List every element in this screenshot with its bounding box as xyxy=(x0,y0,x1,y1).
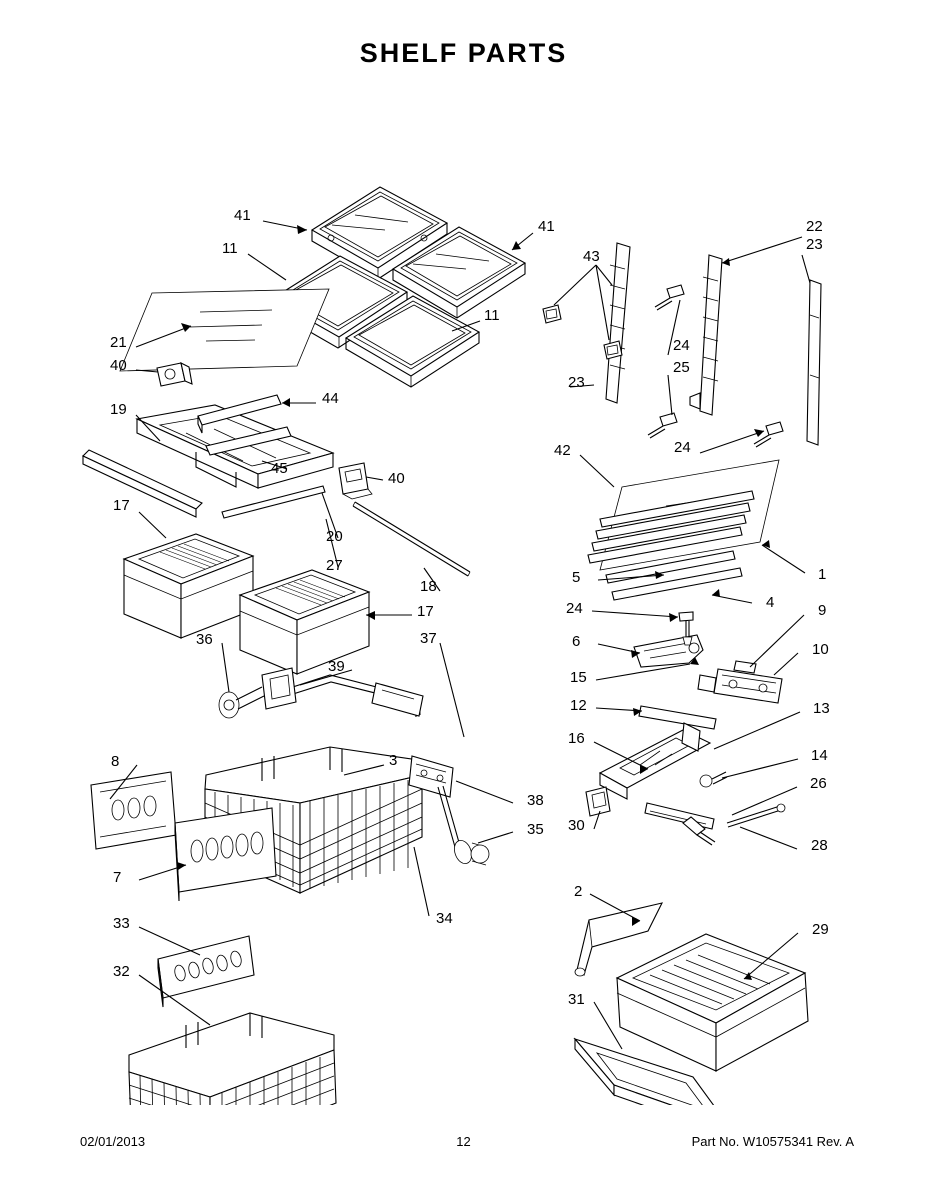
basket-handle-8 xyxy=(91,772,176,849)
footer-page-number: 12 xyxy=(456,1134,471,1149)
shelf-stop-40a xyxy=(157,363,192,386)
callout-17a: 17 xyxy=(113,497,130,514)
callout-36: 36 xyxy=(196,631,213,648)
roller-35 xyxy=(438,786,489,866)
callout-8: 8 xyxy=(111,753,120,770)
rod-18 xyxy=(353,502,470,576)
callout-24a: 24 xyxy=(673,337,690,354)
callout-2: 2 xyxy=(574,883,583,900)
callout-13: 13 xyxy=(813,700,830,717)
callout-28: 28 xyxy=(811,837,828,854)
rod-26 xyxy=(727,804,785,827)
page-title: SHELF PARTS xyxy=(359,38,568,68)
callout-9: 9 xyxy=(818,602,827,619)
callout-5: 5 xyxy=(572,569,581,586)
callout-41a: 41 xyxy=(234,207,251,224)
callout-33: 33 xyxy=(113,915,130,932)
exploded-parts-diagram xyxy=(0,75,927,1105)
callout-45: 45 xyxy=(271,460,288,477)
rail-assembly-16 xyxy=(600,723,727,845)
storage-pan-29 xyxy=(617,934,808,1071)
crisper-bin-17b xyxy=(240,570,369,674)
trim-rail-19 xyxy=(83,450,202,517)
support-bar-12 xyxy=(639,706,716,729)
callout-11b: 11 xyxy=(484,307,500,324)
diagram-drawing xyxy=(0,75,927,1105)
callout-37: 37 xyxy=(420,630,437,647)
callout-27: 27 xyxy=(326,557,343,574)
callout-40a: 40 xyxy=(110,357,127,374)
footer-part-no: Part No. W10575341 Rev. A xyxy=(691,1134,854,1149)
callout-26: 26 xyxy=(810,775,827,792)
basket-rail-3 xyxy=(262,668,423,717)
callout-41b: 41 xyxy=(538,218,555,235)
clip-30 xyxy=(586,787,610,816)
shelf-ladder-rail-43 xyxy=(606,243,630,403)
basket-front-panel-7 xyxy=(175,808,276,901)
footer-date: 02/01/2013 xyxy=(80,1134,146,1149)
callout-12: 12 xyxy=(570,697,587,714)
slide-rail-10 xyxy=(698,661,782,703)
callout-16: 16 xyxy=(568,730,585,747)
page-footer xyxy=(0,1134,927,1154)
glass-shelf-insert-21 xyxy=(120,289,329,371)
roller-36 xyxy=(219,687,264,718)
callout-24b: 24 xyxy=(674,439,691,456)
callout-43: 43 xyxy=(583,248,600,265)
callout-23a: 23 xyxy=(806,236,823,253)
callout-22: 22 xyxy=(806,218,823,235)
callout-1: 1 xyxy=(818,566,827,583)
shelf-ladder-rail-22 xyxy=(690,255,722,415)
shelf-ladder-rail-23c xyxy=(807,280,821,445)
callout-17b: 17 xyxy=(417,603,434,620)
callout-35: 35 xyxy=(527,821,544,838)
callout-11a: 11 xyxy=(222,240,238,257)
callout-39: 39 xyxy=(328,658,345,675)
callout-3: 3 xyxy=(389,752,398,769)
shelf-stop-40b xyxy=(339,463,372,499)
callout-25: 25 xyxy=(673,359,690,376)
callout-15: 15 xyxy=(570,669,587,686)
wire-basket-32 xyxy=(129,1013,336,1105)
callout-34: 34 xyxy=(436,910,453,927)
screw-24b xyxy=(648,413,677,438)
callout-21: 21 xyxy=(110,334,127,351)
callout-6: 6 xyxy=(572,633,581,650)
callout-4: 4 xyxy=(766,594,775,611)
callout-44: 44 xyxy=(322,390,339,407)
callout-38: 38 xyxy=(527,792,544,809)
callout-7: 7 xyxy=(113,869,122,886)
callout-30: 30 xyxy=(568,817,585,834)
callout-20: 20 xyxy=(326,528,343,545)
callout-23b: 23 xyxy=(568,374,585,391)
callout-14: 14 xyxy=(811,747,828,764)
shelf-clip-23a xyxy=(543,305,561,323)
callout-32: 32 xyxy=(113,963,130,980)
trim-rail-27 xyxy=(222,486,325,518)
screw-24a xyxy=(655,285,684,310)
callout-29: 29 xyxy=(812,921,829,938)
callout-24c: 24 xyxy=(566,600,583,617)
callout-19: 19 xyxy=(110,401,127,418)
callout-10: 10 xyxy=(812,641,829,658)
basket-front-panel-33 xyxy=(158,936,254,1007)
callout-31: 31 xyxy=(568,991,585,1008)
callout-42: 42 xyxy=(554,442,571,459)
crisper-bin-17a xyxy=(124,534,253,638)
callout-18: 18 xyxy=(420,578,437,595)
callout-40b: 40 xyxy=(388,470,405,487)
